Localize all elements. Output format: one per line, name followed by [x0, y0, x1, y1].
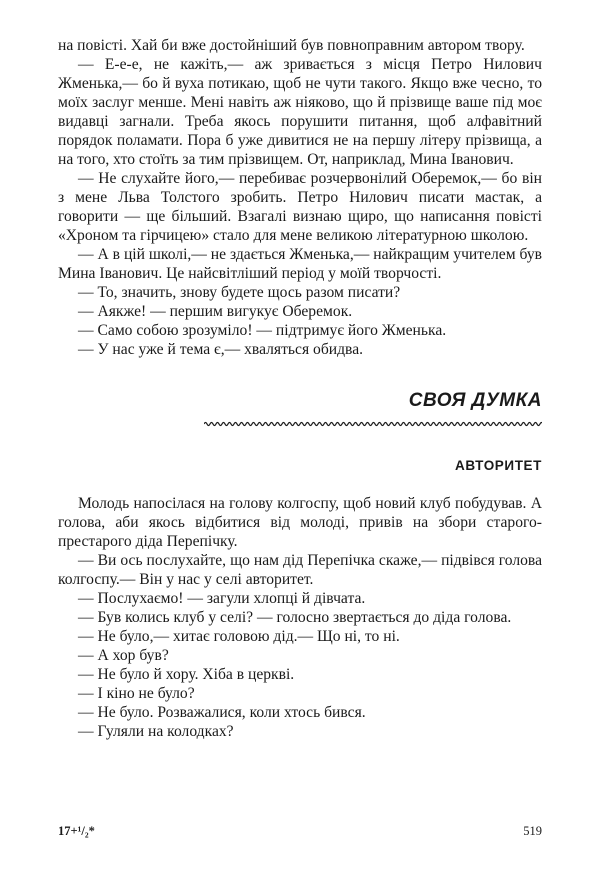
page-number: 519: [523, 824, 542, 838]
paragraph: — У нас уже й тема є,— хваляться обидва.: [78, 341, 364, 358]
paragraph: — Був колись клуб у селі? — голосно звертається до діда голова.: [78, 609, 512, 626]
paragraph: — І кіно не було?: [78, 685, 195, 702]
paragraph: — Е-е-е, не кажіть,— аж зривається з місця Петро Нилович Жменька,— бо й вуха потикаю, щоб не чути такого. Якщо вже чесно, то моїх заслуг менше. Мені навіть аж ніяково, що й прізвище ваше під моє видавці загнали. Треба якось порушити питання, щоб алфавітний порядок поламати. Пора б уже дивитися не на першу літеру прізвища, а на того, хто стоїть за тим прізвищем. От, наприклад, Мина Іванович.: [58, 56, 542, 168]
paragraph: — Не слухайте його,— перебиває розчервонілий Оберемок,— бо він з мене Льва Толстого зробить. Петро Нилович писати мастак, а говорити — ще більший. Взагалі визнаю щиро, що написання повісті «Хроном та гірчицею» стало для мене великою літературною школою.: [58, 170, 542, 244]
paragraph: — А хор був?: [78, 647, 169, 664]
previous-story-ending: [58, 36, 542, 359]
paragraph: — Аякже! — першим вигукує Оберемок.: [78, 303, 353, 320]
paragraph: Молодь напосілася на голову колгоспу, щоб новий клуб побудував. А голова, аби якось відбитися від молоді, привів на збори старого-престарого діда Перепічку.: [58, 495, 542, 550]
story-body: [58, 494, 542, 741]
paragraph: на повісті. Хай би вже достойніший був повноправним автором твору.: [58, 37, 525, 54]
paragraph: — Не було й хору. Хіба в церкві.: [78, 666, 295, 683]
story-title: АВТОРИТЕТ: [455, 458, 542, 473]
book-page: [58, 36, 542, 741]
paragraph: — Ви ось послухайте, що нам дід Перепічка скаже,— підвівся голова колгоспу.— Він у нас у селі авторитет.: [58, 552, 542, 588]
wavy-divider: [204, 420, 542, 428]
page-footer: [58, 824, 542, 839]
paragraph: — Само собою зрозуміло! — підтримує його Жменька.: [78, 322, 447, 339]
paragraph: — Гуляли на колодках?: [78, 723, 234, 740]
paragraph: — То, значить, знову будете щось разом писати?: [78, 284, 401, 301]
paragraph: — А в цій школі,— не здається Жменька,— найкращим учителем був Мина Іванович. Це найсвітліший період у моїй творчості.: [58, 246, 542, 282]
paragraph: — Послухаємо! — загули хлопці й дівчата.: [78, 590, 366, 607]
printer-signature: 17+¹/₂*: [58, 824, 95, 838]
paragraph: — Не було. Розважалися, коли хтось бився.: [78, 704, 366, 721]
paragraph: — Не було,— хитає головою дід.— Що ні, то ні.: [78, 628, 400, 645]
section-title: СВОЯ ДУМКА: [408, 390, 542, 411]
